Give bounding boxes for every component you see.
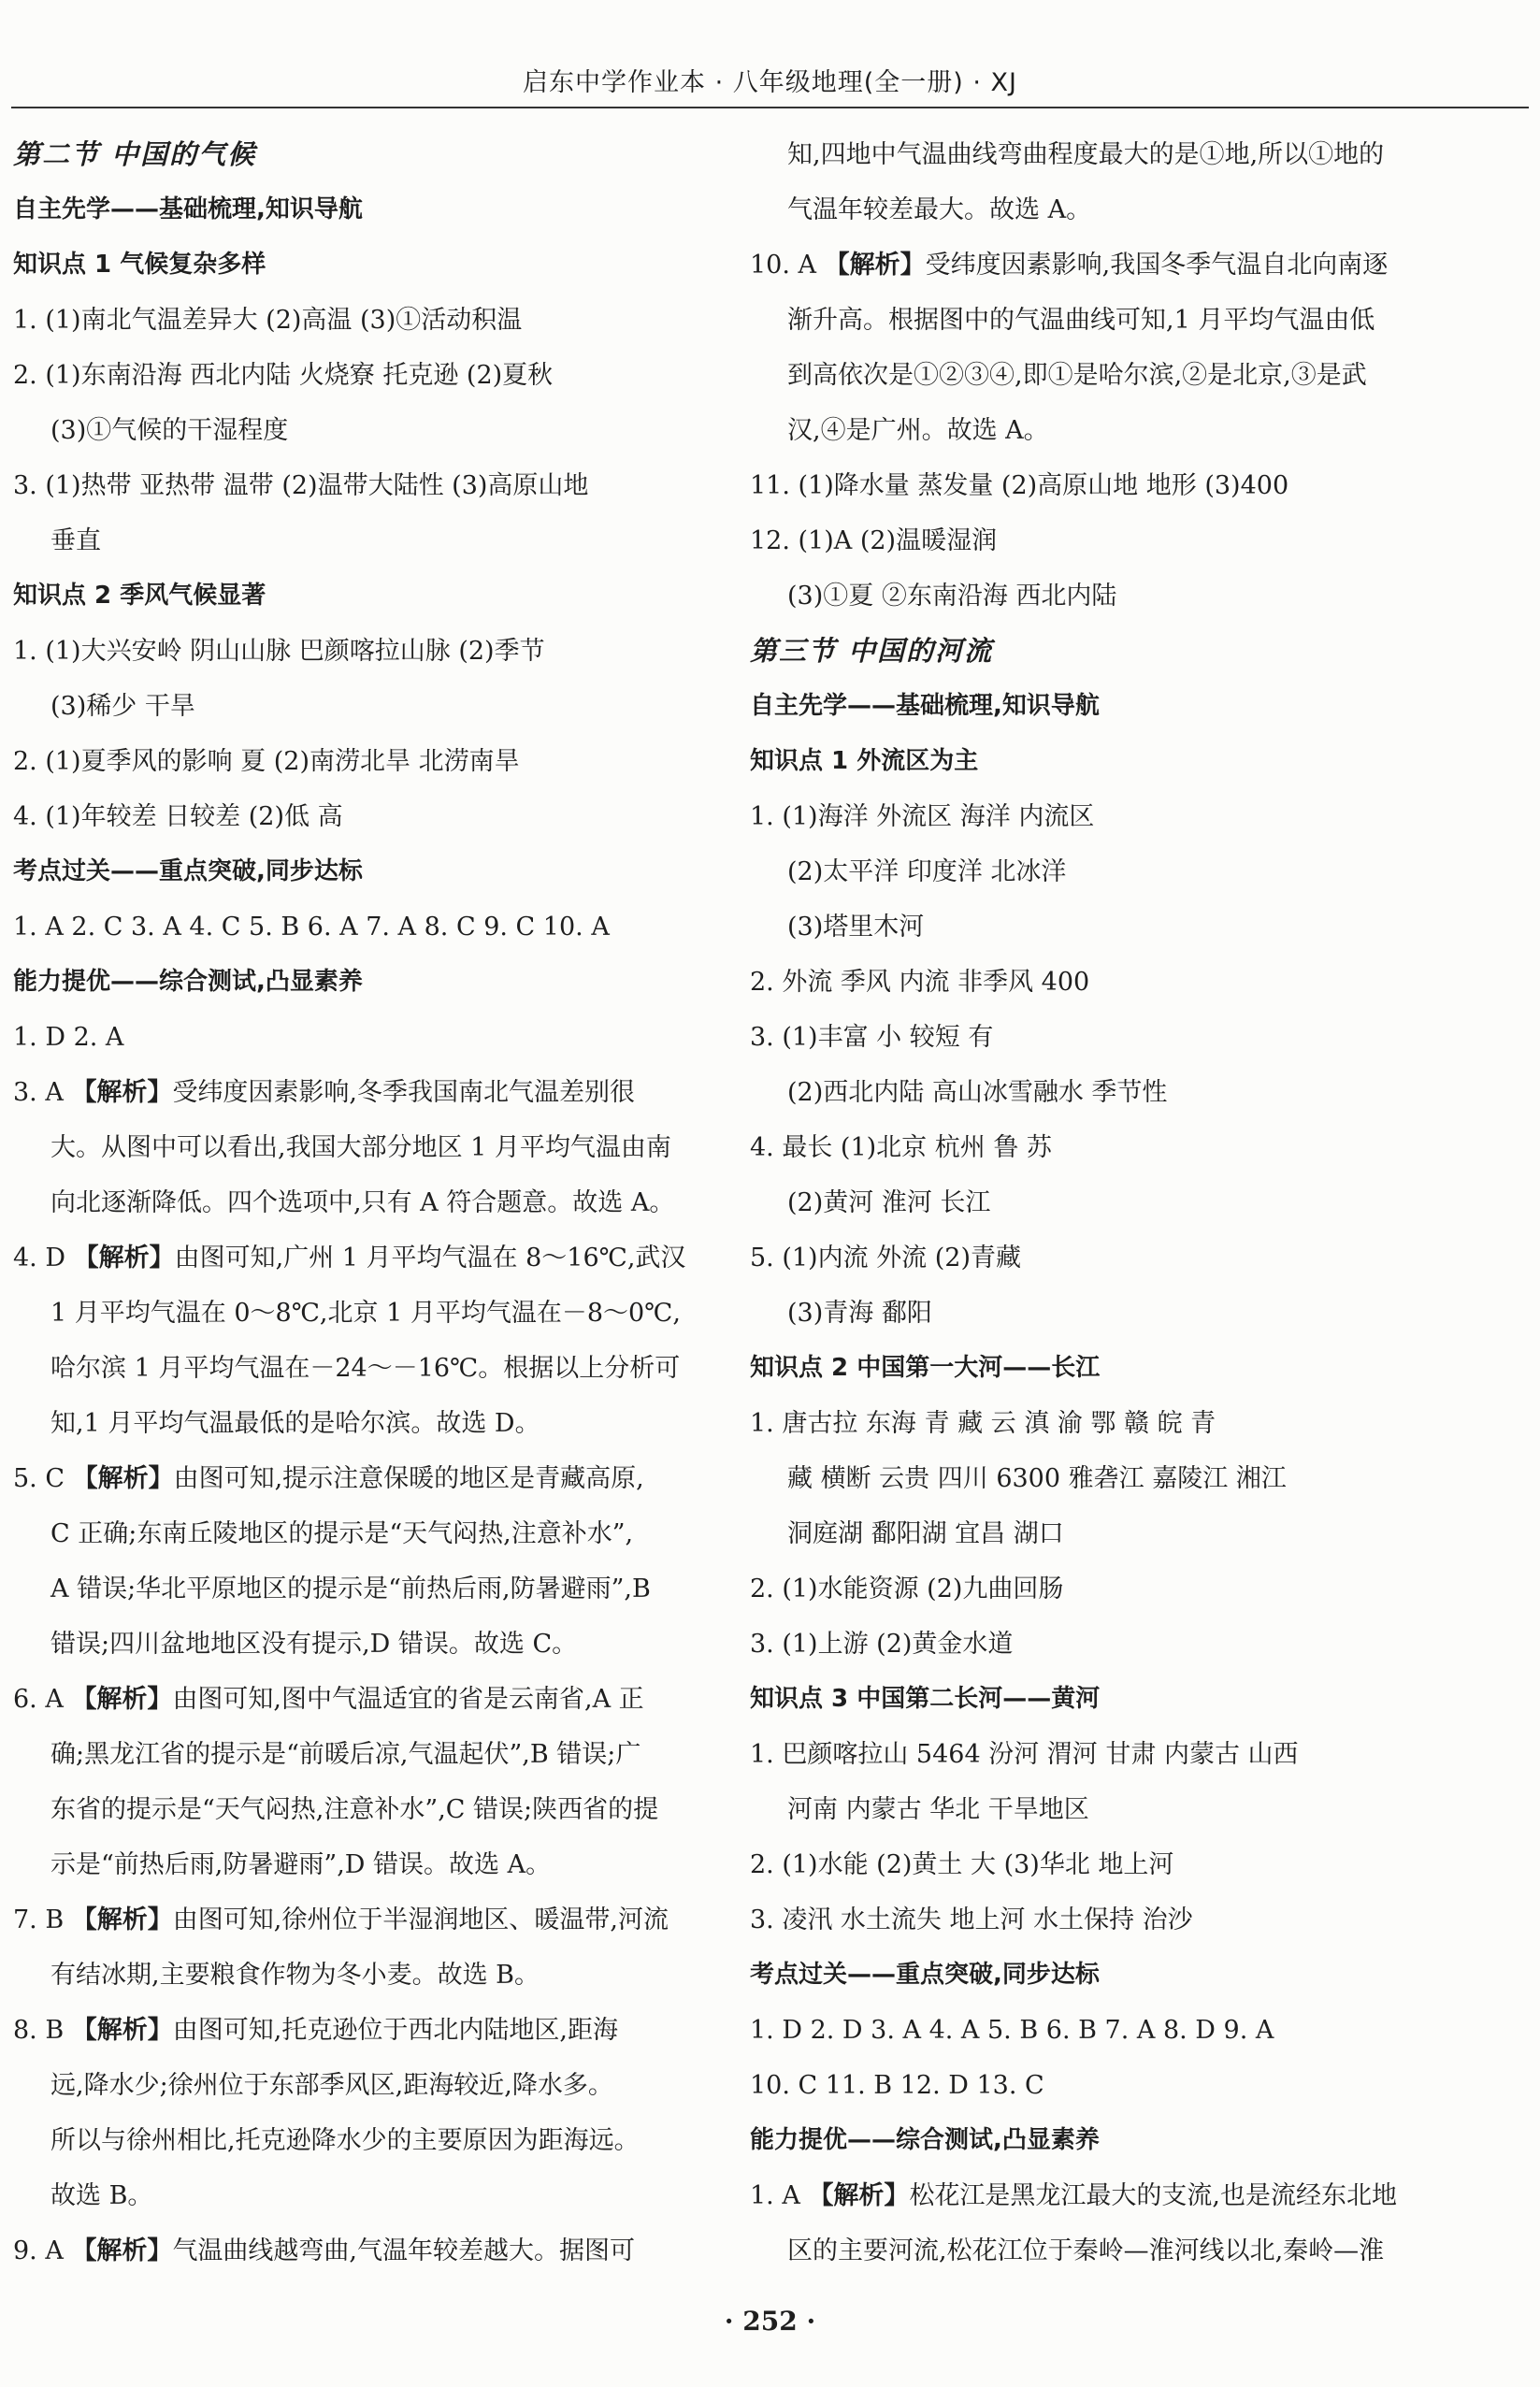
answer-line [750, 1396, 1437, 1451]
answer-line [13, 348, 700, 403]
answer-line [750, 2003, 1437, 2058]
line-text: A 错误;华北平原地区的提示是“前热后雨,防暑避雨”,B [50, 1575, 651, 1603]
analysis-tag: 【解析】 [808, 2181, 910, 2210]
answer-line-continued [750, 348, 1437, 403]
line-text: 藏 横断 云贵 四川 6300 雅砻江 嘉陵江 湘江 [787, 1464, 1287, 1493]
line-text: 由图可知,广州 1 月平均气温在 8～16℃,武汉 [174, 1244, 686, 1273]
answer-number: 4. D [13, 1244, 74, 1273]
answer-line [750, 237, 1437, 293]
line-text: (2)黄河 淮河 长江 [787, 1188, 991, 1217]
line-text: 东省的提示是“天气闷热,注意补水”,C 错误;陕西省的提 [50, 1795, 659, 1824]
line-text: 10. C 11. B 12. D 13. C [750, 2071, 1044, 2100]
line-text: 第三节 中国的河流 [750, 635, 994, 667]
line-text: (3)塔里木河 [787, 913, 925, 942]
answer-line-continued [750, 1175, 1437, 1230]
answer-line-continued [13, 2058, 700, 2113]
line-text: 松花江是黑龙江最大的支流,也是流经东北地 [909, 2181, 1398, 2210]
answer-line [13, 1230, 700, 1286]
line-text: 1. D 2. A [13, 1023, 124, 1052]
line-text: 哈尔滨 1 月平均气温在－24～－16℃。根据以上分析可 [50, 1354, 681, 1383]
analysis-tag: 【解析】 [71, 2236, 173, 2265]
answer-line [750, 955, 1437, 1010]
answer-number: 3. A [13, 1078, 72, 1107]
line-text: 示是“前热后雨,防暑避雨”,D 错误。故选 A。 [50, 1850, 552, 1879]
subsection-heading [13, 182, 700, 237]
knowledge-point-heading [750, 1341, 1437, 1396]
answer-line-continued [750, 1451, 1437, 1506]
answer-line [750, 789, 1437, 844]
line-text: (3)①气候的干湿程度 [50, 416, 289, 445]
answer-number: 9. A [13, 2236, 72, 2265]
line-text: 3. (1)上游 (2)黄金水道 [750, 1630, 1014, 1659]
answer-number: 6. A [13, 1685, 72, 1714]
answer-line-continued [13, 2168, 700, 2223]
line-text: 区的主要河流,松花江位于秦岭—淮河线以北,秦岭—淮 [787, 2236, 1385, 2265]
section-title [750, 624, 1437, 679]
line-text: 1. A 2. C 3. A 4. C 5. B 6. A 7. A 8. C 9. C 10. A [13, 913, 610, 942]
answer-line [13, 458, 700, 513]
line-text: 知识点 2 中国第一大河——长江 [750, 1354, 1101, 1382]
answer-line [750, 1230, 1437, 1286]
line-text: 垂直 [50, 526, 101, 555]
answer-line [750, 458, 1437, 513]
line-text: 4. (1)年较差 日较差 (2)低 高 [13, 802, 343, 831]
answer-line-continued [13, 1286, 700, 1341]
subsection-heading [750, 679, 1437, 734]
line-text: 知,1 月平均气温最低的是哈尔滨。故选 D。 [50, 1409, 540, 1438]
answer-line-continued [750, 1782, 1437, 1837]
line-text: 知识点 2 季风气候显著 [13, 582, 266, 610]
line-text: 所以与徐州相比,托克逊降水少的主要原因为距海远。 [50, 2126, 640, 2155]
line-text: 洞庭湖 鄱阳湖 宜昌 湖口 [787, 1519, 1064, 1548]
line-text: 1. D 2. D 3. A 4. A 5. B 6. B 7. A 8. D 9. A [750, 2016, 1274, 2045]
line-text: 2. (1)水能资源 (2)九曲回肠 [750, 1575, 1064, 1603]
answer-line-continued [13, 1561, 700, 1617]
subsection-heading [750, 1948, 1437, 2003]
answer-line-continued [750, 293, 1437, 348]
line-text: 1 月平均气温在 0～8℃,北京 1 月平均气温在－8～0℃, [50, 1299, 681, 1328]
answer-line-continued [13, 1506, 700, 1561]
answer-line [13, 789, 700, 844]
line-text: 确;黑龙江省的提示是“前暖后凉,气温起伏”,B 错误;广 [50, 1740, 641, 1769]
answer-line [750, 1120, 1437, 1175]
answer-line [13, 1892, 700, 1948]
line-text: 远,降水少;徐州位于东部季风区,距海较近,降水多。 [50, 2071, 613, 2100]
line-text: (2)西北内陆 高山冰雪融水 季节性 [787, 1078, 1168, 1107]
line-text: 由图可知,提示注意保暖的地区是青藏高原, [173, 1464, 644, 1493]
answer-line-continued [750, 899, 1437, 955]
knowledge-point-heading [750, 734, 1437, 789]
analysis-tag: 【解析】 [72, 1464, 174, 1493]
answer-line-continued [750, 403, 1437, 458]
running-header: 启东中学作业本 · 八年级地理(全一册) · XJ [522, 68, 1018, 97]
answer-line [13, 899, 700, 955]
line-text: 3. (1)热带 亚热带 温带 (2)温带大陆性 (3)高原山地 [13, 471, 589, 500]
answer-line-continued [750, 844, 1437, 899]
line-text: (3)①夏 ②东南沿海 西北内陆 [787, 582, 1117, 611]
line-text: 知,四地中气温曲线弯曲程度最大的是①地,所以①地的 [787, 140, 1385, 169]
line-text: 受纬度因素影响,冬季我国南北气温差别很 [172, 1078, 636, 1107]
answer-number: 7. B [13, 1905, 72, 1934]
line-text: 第二节 中国的气候 [13, 138, 257, 170]
line-text: C 正确;东南丘陵地区的提示是“天气闷热,注意补水”, [50, 1519, 634, 1548]
answer-line-continued [13, 679, 700, 734]
answer-line-continued [750, 2223, 1437, 2279]
line-text: 错误;四川盆地地区没有提示,D 错误。故选 C。 [50, 1630, 578, 1659]
answer-line-continued [750, 1065, 1437, 1120]
line-text: 1. (1)大兴安岭 阴山山脉 巴颜喀拉山脉 (2)季节 [13, 637, 545, 666]
left-column [13, 127, 700, 2279]
answer-line-continued [750, 127, 1437, 182]
line-text: 1. (1)南北气温差异大 (2)高温 (3)①活动积温 [13, 306, 523, 335]
line-text: 11. (1)降水量 蒸发量 (2)高原山地 地形 (3)400 [750, 471, 1289, 500]
line-text: 知识点 3 中国第二长河——黄河 [750, 1685, 1101, 1713]
line-text: (3)稀少 干旱 [50, 692, 195, 721]
answer-line-continued [13, 1175, 700, 1230]
answer-line [750, 1892, 1437, 1948]
answer-line [750, 2168, 1437, 2223]
answer-line-continued [13, 513, 700, 568]
answer-line-continued [13, 1396, 700, 1451]
answer-line [750, 1561, 1437, 1617]
analysis-tag: 【解析】 [73, 1244, 175, 1273]
answer-line [13, 1451, 700, 1506]
answer-line-continued [13, 403, 700, 458]
line-text: 3. 凌汛 水土流失 地上河 水土保持 治沙 [750, 1905, 1193, 1934]
line-text: 能力提优——综合测试,凸显素养 [750, 2126, 1100, 2154]
knowledge-point-heading [13, 237, 700, 293]
line-text: 知识点 1 外流区为主 [750, 747, 979, 775]
line-text: 到高依次是①②③④,即①是哈尔滨,②是北京,③是武 [787, 361, 1367, 390]
line-text: 由图可知,徐州位于半湿润地区、暖温带,河流 [172, 1905, 669, 1934]
answer-line-continued [13, 1948, 700, 2003]
answer-line [13, 1065, 700, 1120]
line-text: 1. (1)海洋 外流区 海洋 内流区 [750, 802, 1095, 831]
line-text: 自主先学——基础梳理,知识导航 [750, 692, 1100, 720]
line-text: 知识点 1 气候复杂多样 [13, 251, 266, 279]
subsection-heading [13, 955, 700, 1010]
section-title [13, 127, 700, 182]
line-text: 由图可知,托克逊位于西北内陆地区,距海 [172, 2016, 618, 2045]
answer-number: 5. C [13, 1464, 73, 1493]
line-text: 2. (1)东南沿海 西北内陆 火烧寮 托克逊 (2)夏秋 [13, 361, 554, 390]
answer-line [13, 734, 700, 789]
line-text: 1. 巴颜喀拉山 5464 汾河 渭河 甘肃 内蒙古 山西 [750, 1740, 1299, 1769]
analysis-tag: 【解析】 [71, 1078, 173, 1107]
line-text: 2. (1)夏季风的影响 夏 (2)南涝北旱 北涝南旱 [13, 747, 520, 776]
line-text: 2. 外流 季风 内流 非季风 400 [750, 968, 1090, 997]
line-text: 汉,④是广州。故选 A。 [787, 416, 1049, 445]
header-rule [11, 107, 1529, 108]
answer-line [750, 513, 1437, 568]
line-text: 大。从图中可以看出,我国大部分地区 1 月平均气温由南 [50, 1133, 671, 1162]
answer-line-continued [13, 1727, 700, 1782]
line-text: 渐升高。根据图中的气温曲线可知,1 月平均气温由低 [787, 306, 1375, 335]
line-text: 考点过关——重点突破,同步达标 [750, 1961, 1100, 1989]
answer-number: 10. A [750, 251, 825, 280]
subsection-heading [750, 2113, 1437, 2168]
answer-line-continued [13, 1837, 700, 1892]
answer-number: 8. B [13, 2016, 72, 2045]
answer-number: 1. A [750, 2181, 809, 2210]
knowledge-point-heading [750, 1672, 1437, 1727]
line-text: (2)太平洋 印度洋 北冰洋 [787, 857, 1067, 886]
page-number: · 252 · [724, 2306, 816, 2337]
line-text: 12. (1)A (2)温暖湿润 [750, 526, 998, 555]
line-text: 河南 内蒙古 华北 干旱地区 [787, 1795, 1089, 1824]
answer-line-continued [750, 1506, 1437, 1561]
answer-line [750, 2058, 1437, 2113]
answer-line-continued [13, 1341, 700, 1396]
line-text: 由图可知,图中气温适宜的省是云南省,A 正 [172, 1685, 644, 1714]
answer-line [750, 1837, 1437, 1892]
answer-line [13, 2003, 700, 2058]
subsection-heading [13, 844, 700, 899]
answer-line-continued [13, 1782, 700, 1837]
answer-line-continued [13, 1120, 700, 1175]
line-text: 考点过关——重点突破,同步达标 [13, 857, 363, 885]
answer-line [13, 624, 700, 679]
line-text: 能力提优——综合测试,凸显素养 [13, 968, 363, 996]
answer-line [750, 1010, 1437, 1065]
answer-line-continued [750, 182, 1437, 237]
line-text: 4. 最长 (1)北京 杭州 鲁 苏 [750, 1133, 1052, 1162]
answer-line [13, 1010, 700, 1065]
analysis-tag: 【解析】 [71, 2016, 173, 2045]
answer-line [13, 2223, 700, 2279]
answer-line [750, 1617, 1437, 1672]
line-text: 3. (1)丰富 小 较短 有 [750, 1023, 994, 1052]
answer-line-continued [13, 1617, 700, 1672]
answer-line-continued [750, 1286, 1437, 1341]
analysis-tag: 【解析】 [71, 1905, 173, 1934]
line-text: 有结冰期,主要粮食作物为冬小麦。故选 B。 [50, 1961, 540, 1990]
answer-line-continued [750, 568, 1437, 624]
right-column [750, 127, 1437, 2279]
line-text: 气温年较差最大。故选 A。 [787, 195, 1092, 224]
line-text: 5. (1)内流 外流 (2)青藏 [750, 1244, 1021, 1273]
line-text: 自主先学——基础梳理,知识导航 [13, 195, 363, 223]
line-text: 2. (1)水能 (2)黄土 大 (3)华北 地上河 [750, 1850, 1174, 1879]
line-text: (3)青海 鄱阳 [787, 1299, 932, 1328]
line-text: 向北逐渐降低。四个选项中,只有 A 符合题意。故选 A。 [50, 1188, 675, 1217]
analysis-tag: 【解析】 [71, 1685, 173, 1714]
answer-line [13, 293, 700, 348]
answer-line [13, 1672, 700, 1727]
line-text: 故选 B。 [50, 2181, 153, 2210]
analysis-tag: 【解析】 [824, 251, 926, 280]
knowledge-point-heading [13, 568, 700, 624]
answer-line-continued [13, 2113, 700, 2168]
line-text: 受纬度因素影响,我国冬季气温自北向南逐 [925, 251, 1389, 280]
answer-line [750, 1727, 1437, 1782]
line-text: 气温曲线越弯曲,气温年较差越大。据图可 [172, 2236, 636, 2265]
line-text: 1. 唐古拉 东海 青 藏 云 滇 渝 鄂 赣 皖 青 [750, 1409, 1216, 1438]
